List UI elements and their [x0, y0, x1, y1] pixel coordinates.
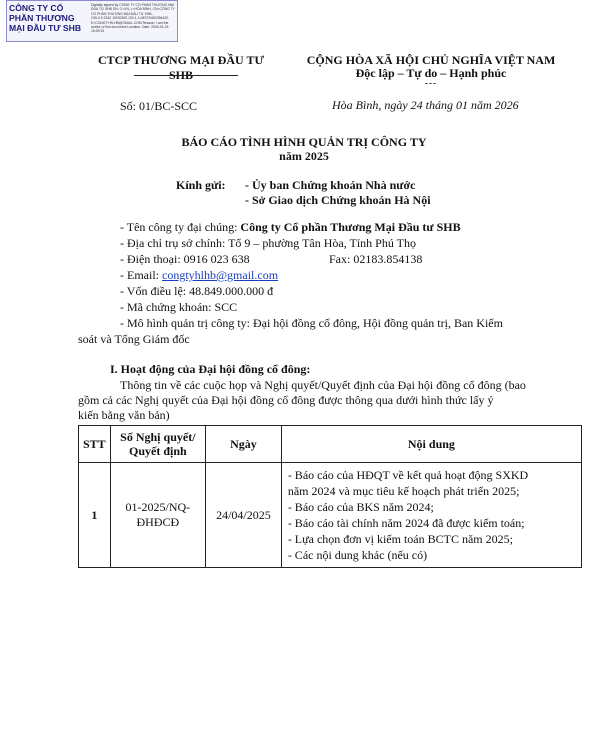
- company-name-underline: [134, 75, 238, 76]
- nation-title: CỘNG HÒA XÃ HỘI CHỦ NGHĨA VIỆT NAM: [306, 53, 556, 67]
- resolutions-table: [78, 425, 582, 568]
- header-content: Nội dung: [281, 426, 581, 463]
- company-email-label: - Email:: [120, 268, 162, 282]
- report-title: BÁO CÁO TÌNH HÌNH QUẢN TRỊ CÔNG TY: [181, 135, 427, 149]
- motto-underline: ---: [425, 78, 437, 88]
- governance-model-line2: soát và Tổng Giám đốc: [78, 332, 190, 346]
- document-number: Số: 01/BC-SCC: [120, 99, 198, 113]
- table-header-row: [79, 426, 582, 463]
- header-resolution-number: [110, 426, 205, 463]
- stock-code: - Mã chứng khoán: SCC: [120, 300, 238, 314]
- charter-capital: - Vốn điều lệ: 48.849.000.000 đ: [120, 284, 274, 298]
- row-content-line: - Báo cáo tài chính năm 2024 đã được kiểm toán;: [287, 516, 525, 530]
- row-stt: 1: [79, 463, 111, 568]
- nation-motto: Độc lập – Tự do – Hạnh phúc: [355, 66, 507, 80]
- section-1-heading: I. Hoạt động của Đại hội đồng cổ đông:: [110, 362, 311, 376]
- company-address: - Địa chỉ trụ sở chính: Tổ 9 – phường Tân Hòa, Tỉnh Phú Thọ: [120, 236, 416, 250]
- recipient-hnx: - Sở Giao dịch Chứng khoán Hà Nội: [245, 193, 431, 207]
- company-phone: - Điện thoại: 0916 023 638: [120, 252, 250, 266]
- company-email-line: [120, 268, 278, 283]
- recipients-label: Kính gửi:: [176, 178, 226, 192]
- governance-model-line1: - Mô hình quản trị công ty: Đại hội đồng cổ đông, Hội đồng quản trị, Ban Kiểm: [120, 316, 503, 330]
- recipient-ssc: - Ủy ban Chứng khoán Nhà nước: [245, 178, 416, 192]
- row-date: 24/04/2025: [206, 463, 282, 568]
- company-fax: Fax: 02183.854138: [329, 252, 423, 266]
- section-1-intro-line3: kiến bằng văn bản): [78, 408, 170, 422]
- company-name-line: [120, 220, 461, 235]
- place-and-date: Hòa Bình, ngày 24 tháng 01 năm 2026: [332, 98, 519, 112]
- section-1-intro-line2: gồm cả các Nghị quyết của Đại hội đồng cổ đông được thông qua dưới hình thức lấy ý: [78, 393, 494, 407]
- row-resolution-number: [110, 463, 205, 568]
- row-content-line: năm 2024 và mục tiêu kế hoạch phát triển 2025;: [287, 484, 520, 498]
- company-name: CTCP THƯƠNG MẠI ĐẦU TƯ SHB: [97, 53, 264, 82]
- row-resolution-number-line1: 01-2025/NQ-: [125, 500, 191, 514]
- company-name-label: - Tên công ty đại chúng:: [120, 220, 241, 234]
- report-year: năm 2025: [279, 149, 329, 163]
- row-resolution-number-line2: ĐHĐCĐ: [136, 515, 180, 529]
- row-content-line: - Các nội dung khác (nếu có): [287, 548, 428, 562]
- stamp-company-name: CÔNG TY CỔ PHẦN THƯƠNG MẠI ĐẦU TƯ SHB: [9, 3, 82, 33]
- company-name-value: Công ty Cổ phần Thương Mại Đầu tư SHB: [240, 220, 461, 234]
- row-content-line: - Báo cáo của HĐQT về kết quả hoạt động SXKD: [287, 468, 529, 482]
- row-content: [281, 463, 581, 568]
- header-date: Ngày: [206, 426, 282, 463]
- digital-signature-stamp: [6, 0, 178, 42]
- table-row: [79, 463, 582, 568]
- row-content-line: - Lựa chọn đơn vị kiểm toán BCTC năm 2025;: [287, 532, 513, 546]
- company-email-link[interactable]: congtyhlhb@gmail.com: [162, 268, 279, 282]
- header-resolution-number-line1: Số Nghị quyết/: [120, 430, 196, 444]
- header-resolution-number-line2: Quyết định: [129, 444, 187, 458]
- section-1-intro-line1: Thông tin về các cuộc họp và Nghị quyết/Quyết định của Đại hội đồng cổ đông (bao: [120, 378, 526, 392]
- header-stt: STT: [79, 426, 111, 463]
- row-content-line: - Báo cáo của BKS năm 2024;: [287, 500, 434, 514]
- stamp-signature-details: Digitally signed by CÔNG TY CỔ PHẦN THƯƠNG MẠI ĐẦU TƯ SHB DN: C=VN, L=HÒA BÌNH, CN=CÔNG TY CỔ PHẦN THƯƠNG MẠI ĐẦU TƯ SHB, OID.0.9.2342.19200300.100.1.1=MST:5400394420, E=CONGTYHLHB@GMAIL.COM Reason: I am the author of this document Location: Date: 2026-01-24 16:09:15: [91, 3, 175, 34]
